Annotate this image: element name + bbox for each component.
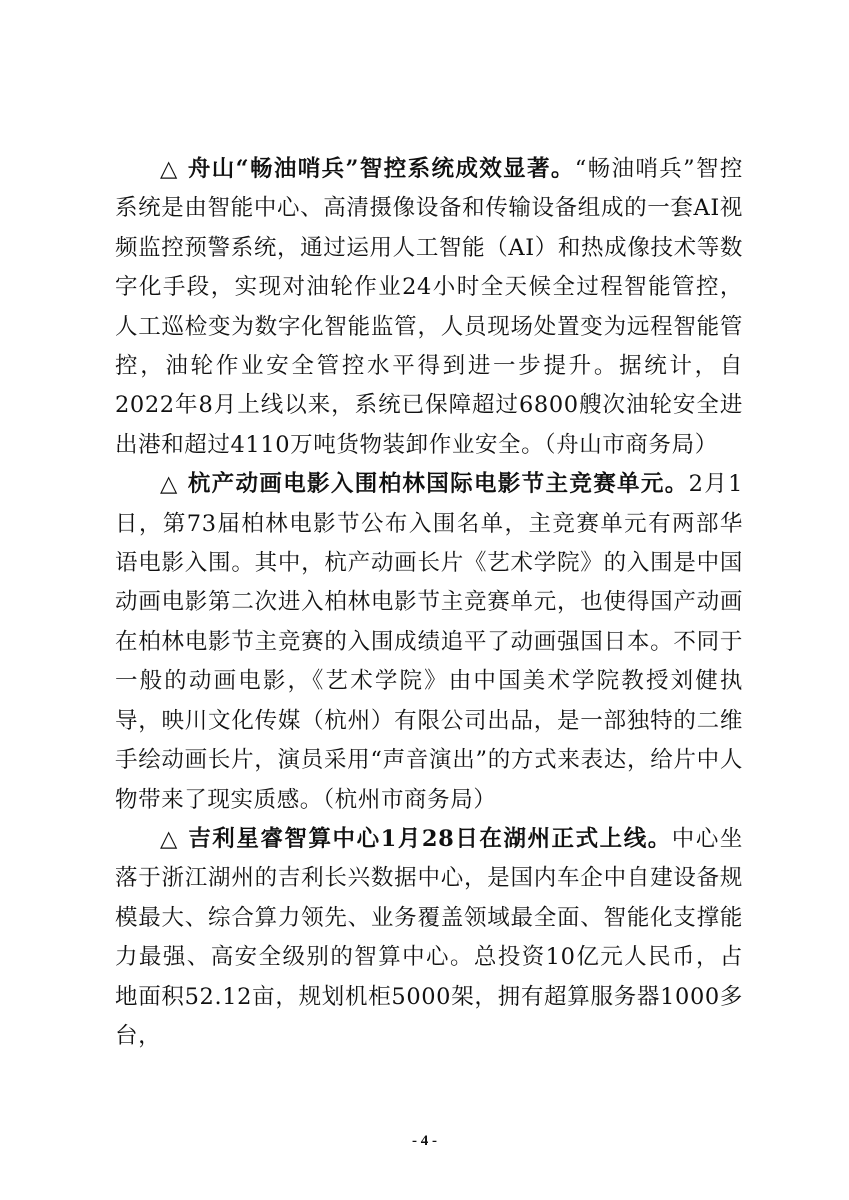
document-body: [115, 150, 743, 1056]
news-headline: △ 舟山“畅油哨兵”智控系统成效显著。: [160, 156, 575, 182]
news-text: 2月1日，第73届柏林电影节公布入围名单，主竞赛单元有两部华语电影入围。其中，杭产动画长片《艺术学院》的入围是中国动画电影第二次进入柏林电影节主竞赛单元，也使得国产动画在柏林电影节主竞赛的入围成绩追平了动画强国日本。不同于一般的动画电影，《艺术学院》由中国美术学院教授刘健执导，映川文化传媒（杭州）有限公司出品，是一部独特的二维手绘动画长片，演员采用“声音演出”的方式来表达，给片中人物带来了现实质感。（杭州市商务局）: [115, 471, 743, 813]
news-item-zhoushan: [115, 150, 743, 465]
news-item-hangzhou: [115, 465, 743, 820]
news-text: “畅油哨兵”智控系统是由智能中心、高清摄像设备和传输设备组成的一套AI视频监控预警系统，通过运用人工智能（AI）和热成像技术等数字化手段，实现对油轮作业24小时全天候全过程智能管控，人工巡检变为数字化智能监管，人员现场处置变为远程智能管控，油轮作业安全管控水平得到进一步提升。据统计，自2022年8月上线以来，系统已保障超过6800艘次油轮安全进出港和超过4110万吨货物装卸作业安全。（舟山市商务局）: [115, 156, 743, 458]
news-headline: △ 吉利星睿智算中心1月28日在湖州正式上线。: [160, 825, 672, 852]
page-number: - 4 -: [412, 1133, 437, 1149]
news-item-huzhou: [115, 820, 743, 1056]
news-headline: △ 杭产动画电影入围柏林国际电影节主竞赛单元。: [160, 471, 689, 498]
news-text: 中心坐落于浙江湖州的吉利长兴数据中心，是国内车企中自建设备规模最大、综合算力领先、业务覆盖领域最全面、智能化支撑能力最强、高安全级别的智算中心。总投资10亿元人民币，占地面积52.12亩，规划机柜5000架，拥有超算服务器1000多台，: [115, 825, 743, 1049]
